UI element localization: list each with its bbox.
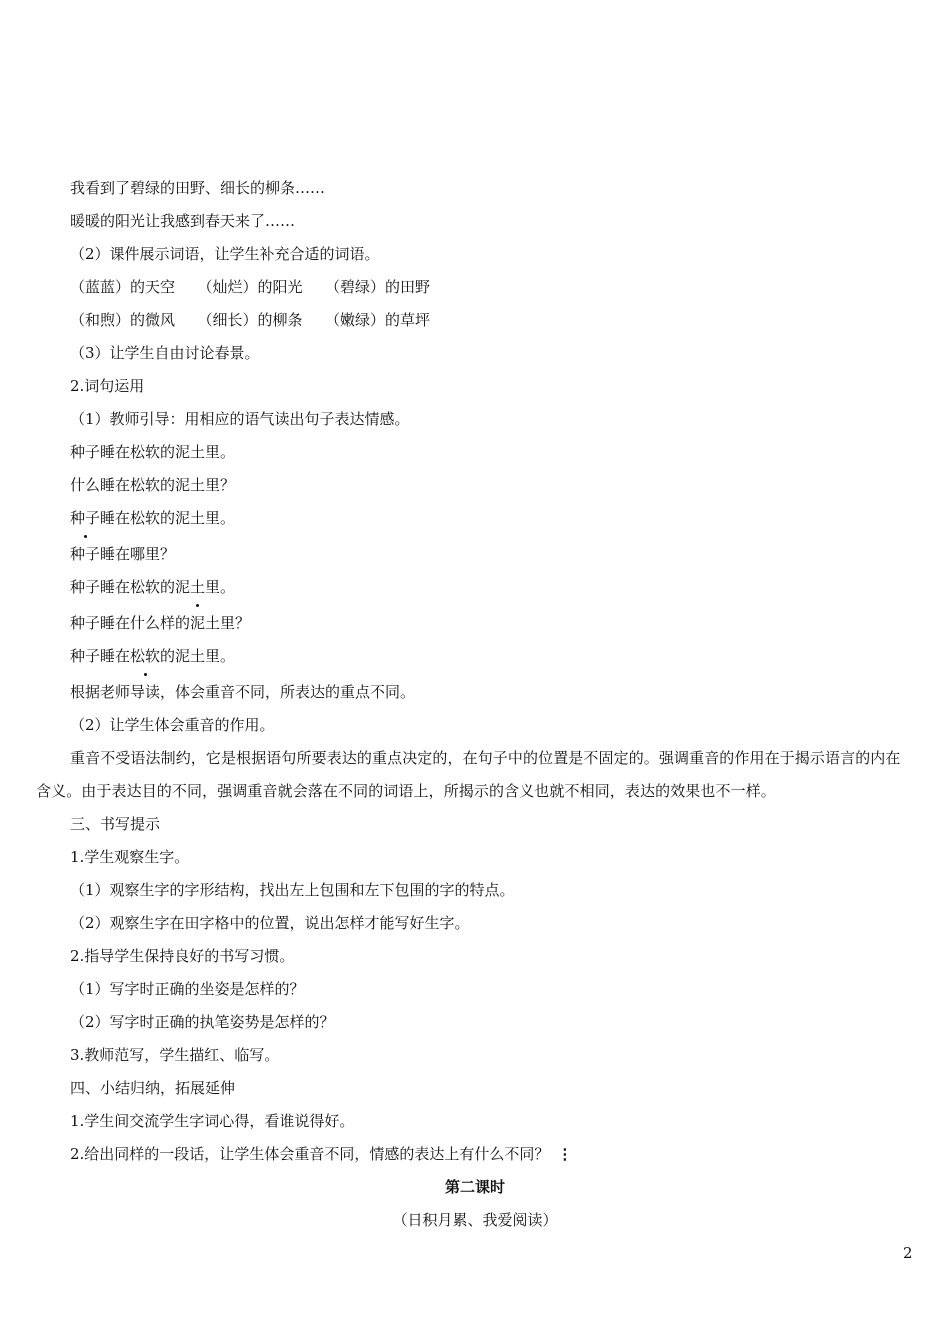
text-line: 3.教师范写，学生描红、临写。 [70, 1046, 280, 1064]
stressed-sentence-2 [70, 571, 950, 607]
text-line: （2）观察生字在田字格中的位置，说出怎样才能写好生字。 [70, 914, 470, 932]
sentence-part: 种子睡在松软的 [70, 578, 176, 596]
word-item: （和煦）的微风 [70, 311, 176, 329]
section-heading: 三、书写提示 [70, 815, 161, 833]
text-line: 种子睡在什么样的泥土里？ [70, 614, 251, 632]
word-item: （碧绿）的田野 [325, 278, 431, 296]
text-line: （1）写字时正确的坐姿是怎样的？ [70, 980, 305, 998]
word-item: （灿烂）的阳光 [197, 278, 303, 296]
text-line: （2）写字时正确的执笔姿势是怎样的？ [70, 1013, 335, 1031]
text-line-with-mark [70, 1138, 950, 1171]
stressed-word: 种子 [70, 502, 100, 535]
text-line: 根据老师导读，体会重音不同，所表达的重点不同。 [70, 683, 416, 701]
sentence-part: 种子睡在 [70, 647, 131, 665]
word-row-1 [70, 271, 950, 304]
lesson-subheading: （日积月累、我爱阅读） [392, 1211, 558, 1229]
text-line: 种子睡在松软的泥土里。 [70, 443, 236, 461]
sentence-rest: 睡在松软的泥土里。 [100, 509, 236, 527]
sentence-part: 。 [220, 578, 236, 596]
text-line: 暖暖的阳光让我感到春天来了…… [70, 212, 296, 230]
document-body [0, 172, 950, 1237]
lesson-heading: 第二课时 [444, 1178, 505, 1196]
text-line: 2.指导学生保持良好的书写习惯。 [70, 947, 295, 965]
paragraph: 重音不受语法制约，它是根据语句所要表达的重点决定的，在句子中的位置是不固定的。强调重音的作用在于揭示语言的内在含义。由于表达目的不同，强调重音就会落在不同的词语上，所揭示的含义也就不相同，表达的效果也不一样。 [36, 749, 901, 800]
text-line: （1）教师引导：用相应的语气读出句子表达情感。 [70, 410, 410, 428]
text-line: 2.词句运用 [70, 377, 145, 395]
text-line: （3）让学生自由讨论春景。 [70, 344, 260, 362]
stressed-word: 泥土里 [175, 571, 220, 604]
stressed-sentence-3 [70, 640, 950, 676]
text-line: 1.学生观察生字。 [70, 848, 190, 866]
text-line: 种子睡在哪里？ [70, 545, 176, 563]
sentence-part: 的泥土里。 [160, 647, 236, 665]
text-line: （2）课件展示词语，让学生补充合适的词语。 [70, 245, 380, 263]
word-row-2 [70, 304, 950, 337]
stressed-word: 松软 [130, 640, 160, 673]
text-line: 1.学生间交流学生字词心得，看谁说得好。 [70, 1112, 355, 1130]
word-item: （蓝蓝）的天空 [70, 278, 176, 296]
word-item: （细长）的柳条 [197, 311, 303, 329]
text-line: （1）观察生字的字形结构，找出左上包围和左下包围的字的特点。 [70, 881, 515, 899]
page-number: 2 [903, 1244, 913, 1262]
word-item: （嫩绿）的草坪 [325, 311, 431, 329]
stressed-sentence-1 [70, 502, 950, 538]
section-heading: 四、小结归纳，拓展延伸 [70, 1079, 236, 1097]
text-line: 我看到了碧绿的田野、细长的柳条…… [70, 179, 326, 197]
text-line: 2.给出同样的一段话，让学生体会重音不同，情感的表达上有什么不同？ [70, 1145, 550, 1163]
vertical-ellipsis-mark: ⋮ [557, 1145, 573, 1163]
text-line: 什么睡在松软的泥土里？ [70, 476, 236, 494]
text-line: （2）让学生体会重音的作用。 [70, 716, 275, 734]
